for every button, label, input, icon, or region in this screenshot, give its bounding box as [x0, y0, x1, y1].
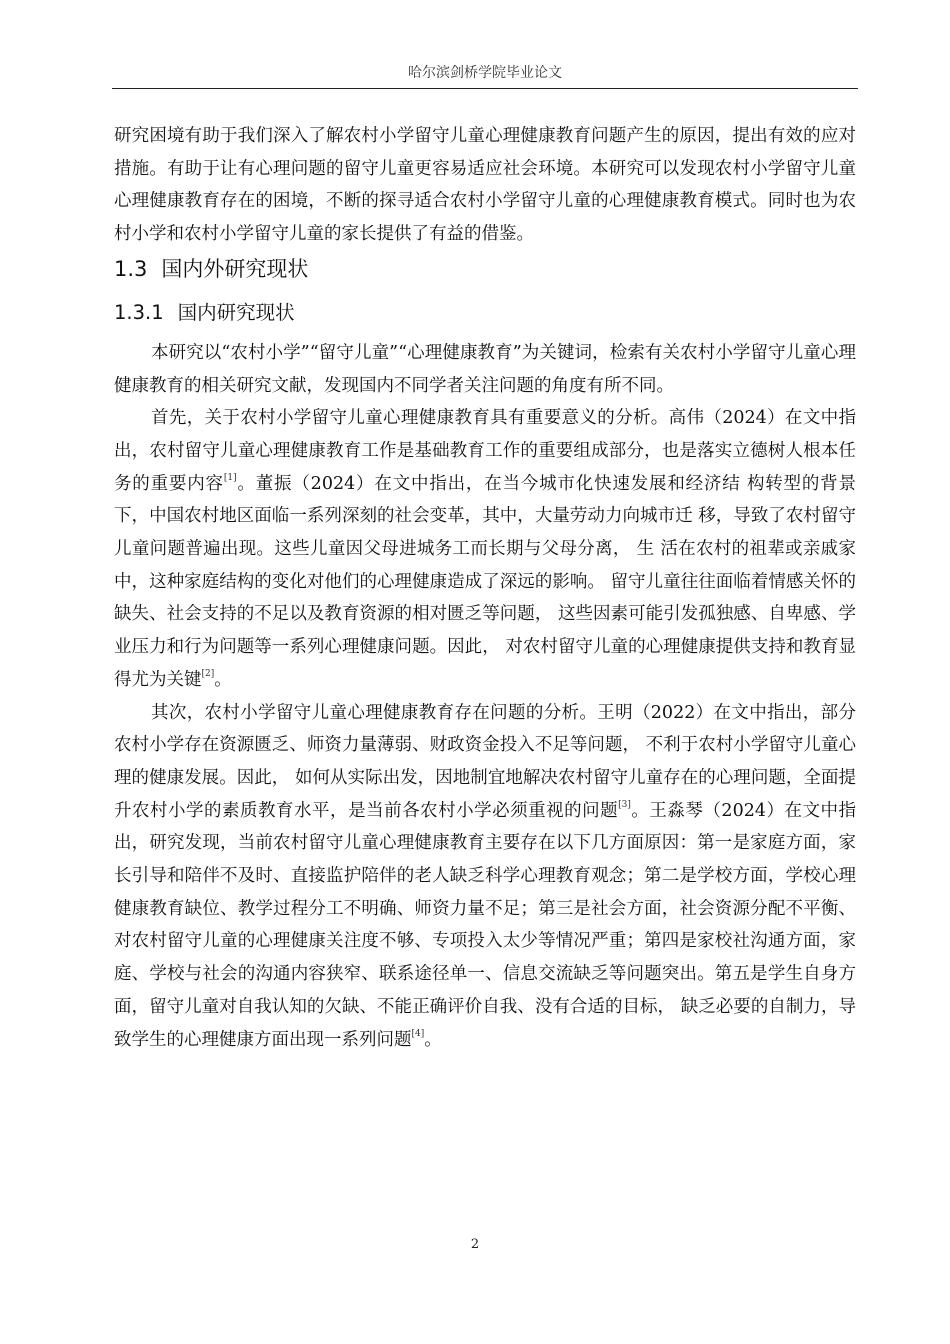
paragraph-text: 。董振（2024）在文中指出，在当今城市化快速发展和经济结 构转型的背景下，中国农村地区面临一系列深刻的社会变革，其中，大量劳动力向城市迁 移，导致了农村留守儿童问题普遍出现。这些儿童因父母进城务工而长期与父母分离， 生 活在农村的祖辈或亲戚家中，这种家庭结构的变化对他们的心理健康造成了深远的影响。 留守儿童往往面临着情感关怀的缺失、社会支持的不足以及教育资源的相对匮乏等问题， 这些因素可能引发孤独感、自卑感、学业压力和行为问题等一系列心理健康问题。因此， 对农村留守儿童的心理健康提供支持和教育显得尤为关键 [114, 473, 856, 690]
citation-4: [4] [411, 1028, 425, 1039]
header-title: 哈尔滨剑桥学院毕业论文 [408, 65, 562, 81]
subsection-number: 1.3.1 [114, 300, 164, 324]
section-heading-1-3 [114, 254, 856, 284]
paragraph-text: 。 [424, 1029, 442, 1050]
citation-1: [1] [223, 472, 237, 483]
paragraph-problems [114, 697, 856, 1057]
paragraph-text: 其次，农村小学留守儿童心理健康教育存在问题的分析。王明（2022）在文中指出，部分农村小学存在资源匮乏、师资力量薄弱、财政资金投入不足等问题， 不利于农村小学留守儿童心理的健康发展。因此， 如何从实际出发，因地制宜地解决农村留守儿童存在的心理问题，全面提升农村小学的素质教育水平，是当前各农村小学必须重视的问题 [114, 702, 856, 821]
page-number: 2 [470, 1237, 480, 1252]
page-footer [0, 1237, 950, 1252]
citation-2: [2] [201, 668, 215, 679]
section-title: 国内外研究现状 [161, 256, 309, 281]
citation-3: [3] [618, 799, 631, 810]
paragraph-text: 。 [214, 669, 232, 690]
paragraph-keywords: 本研究以“农村小学”“留守儿童”“心理健康教育”为关键词，检索有关农村小学留守儿童心理健康教育的相关研究文献，发现国内不同学者关注问题的角度有所不同。 [114, 342, 856, 396]
subsection-title: 国内研究现状 [177, 300, 295, 324]
document-body [114, 120, 856, 1056]
subsection-heading-1-3-1 [114, 299, 856, 327]
page-header [112, 62, 858, 89]
paragraph-significance [114, 402, 856, 696]
paragraph-intro-continuation: 研究困境有助于我们深入了解农村小学留守儿童心理健康教育问题产生的原因，提出有效的应对措施。有助于让有心理问题的留守儿童更容易适应社会环境。本研究可以发现农村小学留守儿童心理健康教育存在的困境，不断的探寻适合农村小学留守儿童的心理健康教育模式。同时也为农村小学和农村小学留守儿童的家长提供了有益的借鉴。 [114, 126, 856, 245]
section-number: 1.3 [114, 256, 148, 281]
paragraph-text: 。王淼琴（2024）在文中指出，研究发现，当前农村留守儿童心理健康教育主要存在以下几方面原因：第一是家庭方面，家长引导和陪伴不及时、直接监护陪伴的老人缺乏科学心理教育观念；第二是学校方面，学校心理健康教育缺位、教学过程分工不明确、师资力量不足；第三是社会方面，社会资源分配不平衡、对农村留守儿童的心理健康关注度不够、专项投入太少等情况严重；第四是家校社沟通方面，家庭、学校与社会的沟通内容狭窄、联系途径单一、信息交流缺乏等问题突出。第五是学生自身方面，留守儿童对自我认知的欠缺、不能正确评价自我、没有合适的目标， 缺乏必要的自制力，导致学生的心理健康方面出现一系列问题 [114, 800, 856, 1050]
paragraph-text: 首先，关于农村小学留守儿童心理健康教育具有重要意义的分析。高伟（2024）在文中指出，农村留守儿童心理健康教育工作是基础教育工作的重要组成部分，也是落实立德树人根本任务的重要内容 [114, 408, 856, 494]
